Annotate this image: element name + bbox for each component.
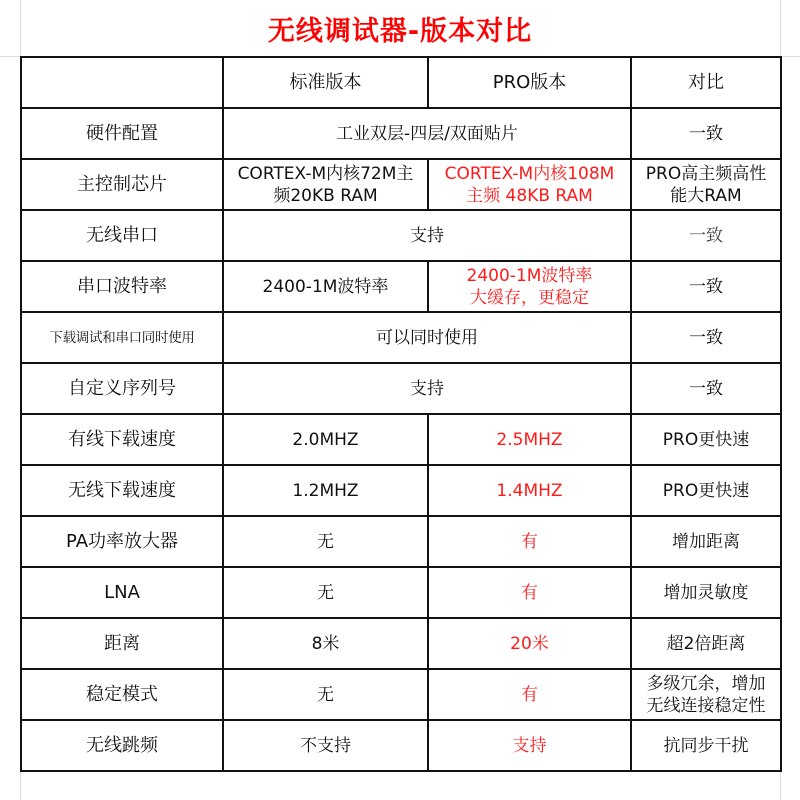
table-row (21, 261, 781, 312)
merged-value-cell: 支持 (223, 210, 631, 261)
pro-cell: 2.5MHZ (428, 414, 631, 465)
feature-cell: 无线跳频 (21, 720, 223, 771)
pro-cell: 有 (428, 516, 631, 567)
compare-cell: PRO更快速 (631, 414, 781, 465)
standard-cell: 无 (223, 669, 428, 720)
pro-cell: 支持 (428, 720, 631, 771)
table-row (21, 567, 781, 618)
header-pro-cell: PRO版本 (428, 57, 631, 108)
standard-cell (223, 159, 428, 210)
table-row (21, 159, 781, 210)
compare-cell (631, 669, 781, 720)
header-compare-cell: 对比 (631, 57, 781, 108)
table-row (21, 618, 781, 669)
standard-cell: 无 (223, 516, 428, 567)
table-row (21, 414, 781, 465)
pro-cell (428, 159, 631, 210)
feature-cell: 下载调试和串口同时使用 (21, 312, 223, 363)
pro-cell: 有 (428, 567, 631, 618)
feature-cell: 自定义序列号 (21, 363, 223, 414)
standard-cell: 不支持 (223, 720, 428, 771)
feature-cell: 距离 (21, 618, 223, 669)
merged-value-cell: 可以同时使用 (223, 312, 631, 363)
merged-value-cell: 工业双层-四层/双面贴片 (223, 108, 631, 159)
table-row (21, 108, 781, 159)
header-row (21, 57, 781, 108)
feature-cell: PA功率放大器 (21, 516, 223, 567)
comparison-table (20, 56, 782, 772)
compare-cell: 一致 (631, 261, 781, 312)
feature-cell: 硬件配置 (21, 108, 223, 159)
standard-cell: 2.0MHZ (223, 414, 428, 465)
compare-line: 能大RAM (670, 185, 742, 206)
pro-line: 2400-1M波特率 (466, 265, 593, 286)
standard-cell: 无 (223, 567, 428, 618)
standard-line: 频20KB RAM (273, 185, 378, 206)
compare-cell (631, 159, 781, 210)
header-feature-cell (21, 57, 223, 108)
standard-cell: 2400-1M波特率 (223, 261, 428, 312)
pro-cell: 1.4MHZ (428, 465, 631, 516)
table-row (21, 516, 781, 567)
feature-cell: 有线下载速度 (21, 414, 223, 465)
pro-line: CORTEX-M内核108M (444, 163, 615, 184)
feature-cell: 无线下载速度 (21, 465, 223, 516)
compare-cell: 增加距离 (631, 516, 781, 567)
table-row (21, 720, 781, 771)
table-row (21, 669, 781, 720)
feature-cell: 主控制芯片 (21, 159, 223, 210)
compare-cell: PRO更快速 (631, 465, 781, 516)
table-row (21, 210, 781, 261)
table-row (21, 363, 781, 414)
compare-cell: 一致 (631, 312, 781, 363)
pro-line: 主频 48KB RAM (466, 185, 593, 206)
compare-line: 无线连接稳定性 (646, 695, 766, 716)
feature-cell: 串口波特率 (21, 261, 223, 312)
pro-cell: 有 (428, 669, 631, 720)
header-standard-cell: 标准版本 (223, 57, 428, 108)
standard-cell: 8米 (223, 618, 428, 669)
compare-line: PRO高主频高性 (645, 163, 767, 184)
compare-cell: 一致 (631, 363, 781, 414)
standard-cell: 1.2MHZ (223, 465, 428, 516)
feature-cell: LNA (21, 567, 223, 618)
pro-cell (428, 261, 631, 312)
compare-cell: 一致 (631, 210, 781, 261)
compare-cell: 增加灵敏度 (631, 567, 781, 618)
pro-line: 大缓存，更稳定 (470, 287, 589, 308)
merged-value-cell: 支持 (223, 363, 631, 414)
feature-cell: 稳定模式 (21, 669, 223, 720)
compare-cell: 一致 (631, 108, 781, 159)
feature-cell: 无线串口 (21, 210, 223, 261)
table-row (21, 312, 781, 363)
compare-line: 多级冗余，增加 (646, 673, 766, 694)
compare-cell: 抗同步干扰 (631, 720, 781, 771)
table-row (21, 465, 781, 516)
compare-cell: 超2倍距离 (631, 618, 781, 669)
standard-line: CORTEX-M内核72M主 (237, 163, 414, 184)
pro-cell: 20米 (428, 618, 631, 669)
page-title: 无线调试器-版本对比 (267, 15, 533, 47)
